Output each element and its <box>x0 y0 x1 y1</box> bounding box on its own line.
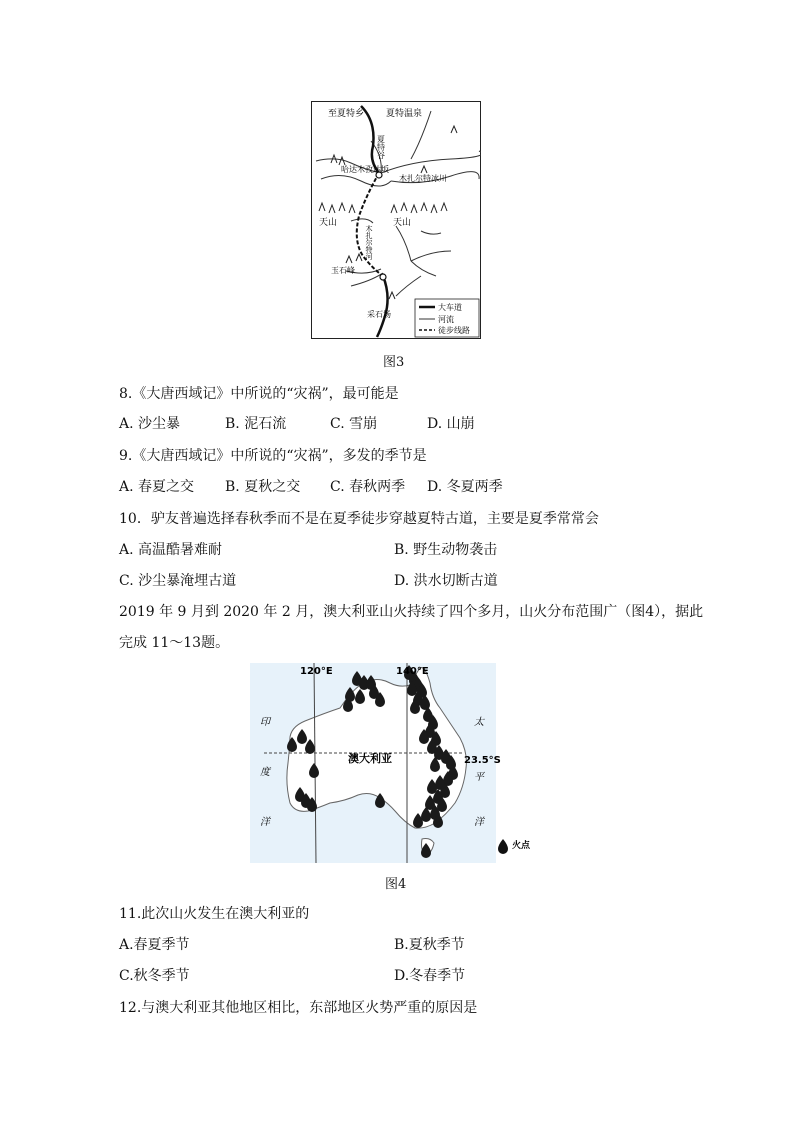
lon-label-120: 120°E <box>300 666 333 677</box>
figure-3-caption: 图3 <box>383 355 405 370</box>
figure-3 <box>311 101 481 339</box>
label-hot-spring: 夏特温泉 <box>386 109 423 119</box>
ocean-right-1: 太 <box>474 717 484 728</box>
q9-option-a[interactable]: A. 春夏之交 <box>119 479 195 495</box>
q8-stem: 8.《大唐西域记》中所说的“灾祸”，最可能是 <box>119 386 399 402</box>
ocean-left-2: 度 <box>260 767 270 778</box>
fire-legend-icon <box>498 839 508 854</box>
label-yushifeng: 玉石峰 <box>331 266 355 275</box>
figure-4 <box>250 663 540 863</box>
q9-option-c[interactable]: C. 春秋两季 <box>330 479 406 495</box>
q11-stem: 11.此次山火发生在澳大利亚的 <box>119 906 310 922</box>
q10-option-a[interactable]: A. 高温酷暑难耐 <box>119 542 223 558</box>
label-tianshan-left: 天山 <box>319 218 338 228</box>
q10-stem: 10．驴友普遍选择春秋季而不是在夏季徒步穿越夏特古道，主要是夏季常常会 <box>119 511 599 527</box>
q12-stem: 12.与澳大利亚其他地区相比，东部地区火势严重的原因是 <box>119 1000 478 1016</box>
q10-option-b[interactable]: B. 野生动物袭击 <box>394 542 498 558</box>
q10-option-c[interactable]: C. 沙尘暴淹埋古道 <box>119 573 237 589</box>
q10-option-d[interactable]: D. 洪水切断古道 <box>394 573 498 589</box>
q9-option-d[interactable]: D. 冬夏两季 <box>427 479 503 495</box>
ocean-left-3: 洋 <box>260 817 270 828</box>
ocean-left-1: 印 <box>260 717 270 728</box>
q11-option-d[interactable]: D.冬春季节 <box>394 968 466 984</box>
q9-stem: 9.《大唐西域记》中所说的“灾祸”，多发的季节是 <box>119 448 427 464</box>
lon-label-140: 140°E <box>396 666 429 677</box>
label-glacier: 木扎尔特冰川 <box>399 174 447 183</box>
legend-river: 河流 <box>438 315 454 324</box>
legend-road: 大车道 <box>438 303 462 312</box>
route-map <box>311 101 481 339</box>
q8-option-a[interactable]: A. 沙尘暴 <box>119 416 181 432</box>
q9-option-b[interactable]: B. 夏秋之交 <box>225 479 301 495</box>
label-hadamuzidaban: 哈达木孜达坂 <box>341 165 389 174</box>
ocean-right-3: 洋 <box>474 817 484 828</box>
q11-option-c[interactable]: C.秋冬季节 <box>119 968 190 984</box>
fire-legend-label: 火点 <box>512 841 531 851</box>
figure-4-caption: 图4 <box>385 877 407 892</box>
q11-option-b[interactable]: B.夏秋季节 <box>394 937 465 953</box>
q8-option-b[interactable]: B. 泥石流 <box>225 416 287 432</box>
legend-trail: 徒步线路 <box>438 326 470 335</box>
label-caishichang: 采石场 <box>367 310 391 319</box>
tropic-label: 23.5°S <box>464 755 501 766</box>
ocean-right-2: 平 <box>474 772 484 783</box>
q8-option-c[interactable]: C. 雪崩 <box>330 416 378 432</box>
label-tianshan-right: 天山 <box>393 218 412 228</box>
label-valley: 夏特谷 <box>376 135 386 159</box>
country-label: 澳大利亚 <box>348 752 392 765</box>
intro-line-1: 2019 年 9 月到 2020 年 2 月，澳大利亚山火持续了四个多月，山火分布范围广（图4），据此 <box>119 604 704 620</box>
label-river: 木扎尔特河 <box>365 225 373 260</box>
australia-fire-map <box>250 663 540 863</box>
q8-option-d[interactable]: D. 山崩 <box>427 416 475 432</box>
q11-option-a[interactable]: A.春夏季节 <box>119 937 190 953</box>
intro-line-2: 完成 11～13题。 <box>119 635 230 651</box>
label-to-xiate: 至夏特乡 <box>328 109 365 119</box>
